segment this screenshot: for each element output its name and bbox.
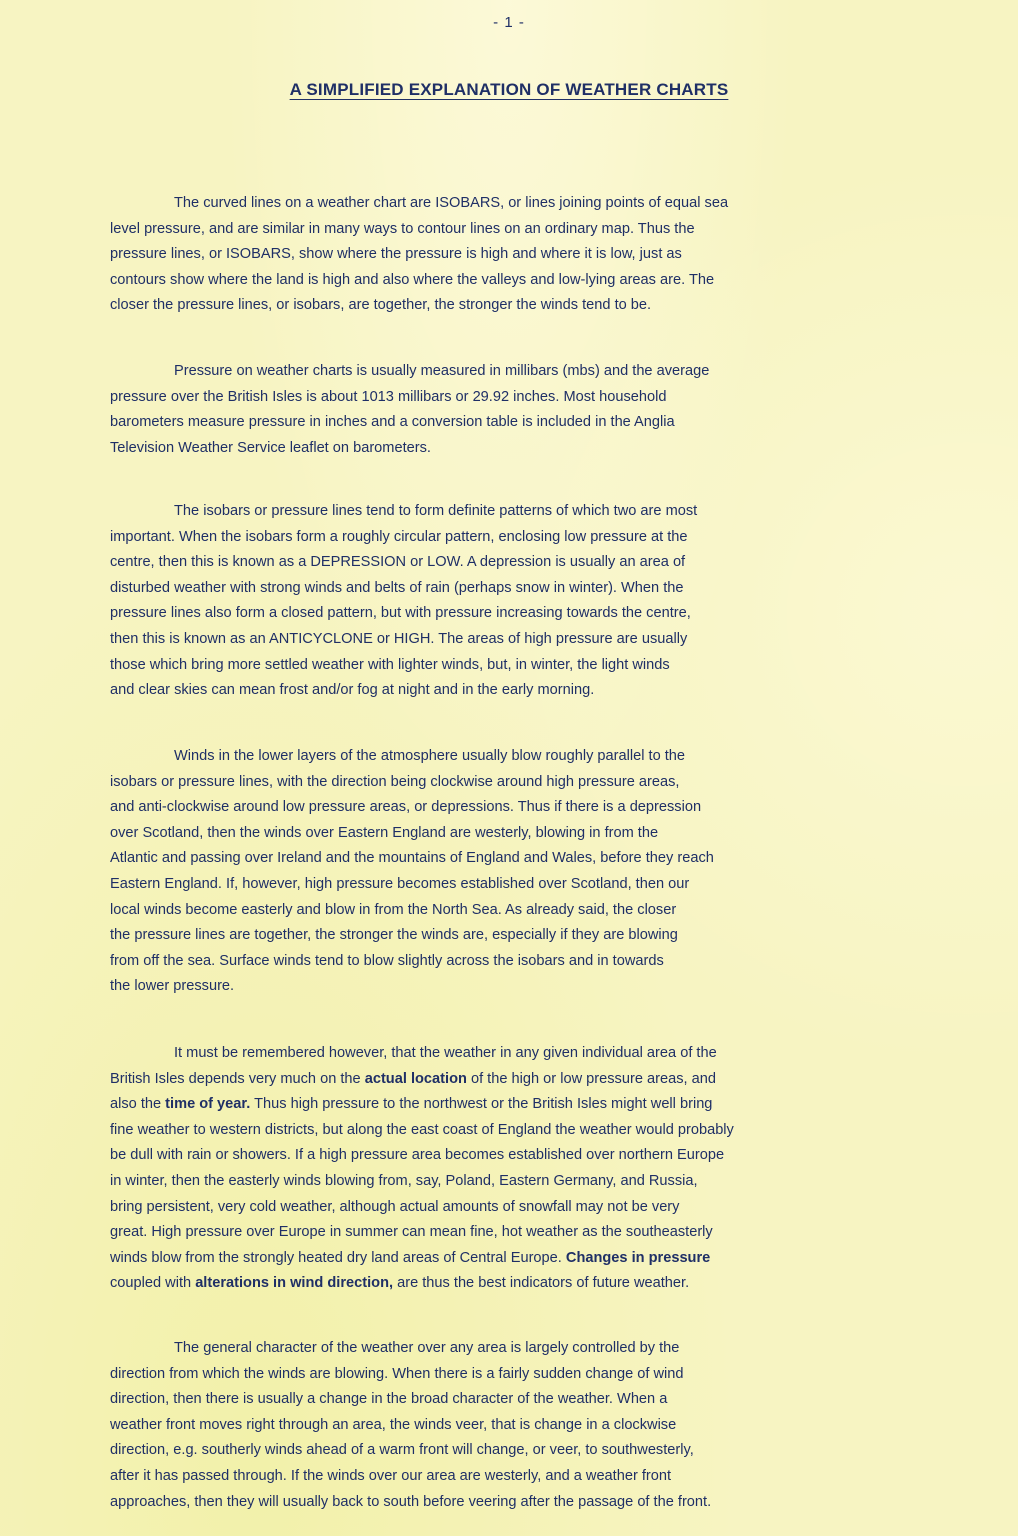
text-line: pressure lines also form a closed pattern, but with pressure increasing towards the centre,: [110, 605, 691, 622]
text-line: The curved lines on a weather chart are ISOBARS, or lines joining points of equal sea: [174, 195, 729, 211]
text-line: also the time of year. Thus high pressure to the northwest or the British Isles might well bring: [110, 1096, 713, 1113]
paragraph-isobars: [110, 191, 885, 319]
text-line: barometers measure pressure in inches and a conversion table is included in the Anglia: [110, 414, 675, 431]
paragraph-pressure-patterns: [110, 499, 885, 704]
paragraph-weather-character: [110, 1336, 885, 1515]
text-line: direction, then there is usually a change in the broad character of the weather. When a: [110, 1391, 668, 1408]
text-line: It must be remembered however, that the weather in any given individual area of the: [174, 1045, 717, 1061]
text-line: after it has passed through. If the winds over our area are westerly, and a weather front: [110, 1467, 672, 1484]
page-number: - 1 -: [493, 14, 525, 31]
text-line: winds blow from the strongly heated dry land areas of Central Europe. Changes in pressure: [110, 1249, 711, 1266]
text-line: The isobars or pressure lines tend to form definite patterns of which two are most: [174, 503, 698, 519]
text-line: coupled with alterations in wind direction, are thus the best indicators of future weather.: [110, 1275, 690, 1292]
text-line: bring persistent, very cold weather, although actual amounts of snowfall may not be very: [110, 1198, 680, 1215]
text-line: Eastern England. If, however, high pressure becomes established over Scotland, then our: [110, 875, 690, 892]
text-line: centre, then this is known as a DEPRESSION or LOW. A depression is usually an area of: [110, 554, 686, 571]
text-line: those which bring more settled weather with lighter winds, but, in winter, the light winds: [110, 656, 670, 673]
text-line: and anti-clockwise around low pressure areas, or depressions. Thus if there is a depression: [110, 799, 702, 816]
text-line: then this is known as an ANTICYCLONE or HIGH. The areas of high pressure are usually: [110, 630, 688, 647]
text-line: direction from which the winds are blowing. When there is a fairly sudden change of wind: [110, 1365, 684, 1382]
text-line: local winds become easterly and blow in from the North Sea. As already said, the closer: [110, 901, 677, 918]
text-line: direction, e.g. southerly winds ahead of a warm front will change, or veer, to southwesterly,: [110, 1442, 694, 1459]
text-line: in winter, then the easterly winds blowing from, say, Poland, Eastern Germany, and Russia,: [110, 1172, 698, 1189]
text-line: level pressure, and are similar in many ways to contour lines on an ordinary map. Thus the: [110, 220, 695, 237]
text-line: Television Weather Service leaflet on barometers.: [110, 439, 431, 456]
text-line: The general character of the weather over any area is largely controlled by the: [174, 1340, 680, 1356]
paragraph-location-and-season: [110, 1041, 885, 1297]
text-line: disturbed weather with strong winds and belts of rain (perhaps snow in winter). When the: [110, 579, 684, 596]
text-line: great. High pressure over Europe in summer can mean fine, hot weather as the southeasterly: [110, 1224, 713, 1241]
text-line: fine weather to western districts, but along the east coast of England the weather would probably: [110, 1121, 734, 1138]
text-line: closer the pressure lines, or isobars, are together, the stronger the winds tend to be.: [110, 297, 652, 314]
text-line: contours show where the land is high and also where the valleys and low-lying areas are. The: [110, 271, 715, 288]
text-line: from off the sea. Surface winds tend to blow slightly across the isobars and in towards: [110, 952, 664, 969]
text-line: approaches, then they will usually back to south before veering after the passage of the front.: [110, 1493, 712, 1510]
text-line: the pressure lines are together, the stronger the winds are, especially if they are blowing: [110, 927, 678, 944]
text-line: weather front moves right through an area, the winds veer, that is change in a clockwise: [110, 1416, 677, 1433]
text-line: British Isles depends very much on the actual location of the high or low pressure areas, and: [110, 1070, 716, 1087]
text-line: isobars or pressure lines, with the direction being clockwise around high pressure areas,: [110, 773, 680, 790]
text-line: and clear skies can mean frost and/or fog at night and in the early morning.: [110, 682, 595, 699]
text-line: important. When the isobars form a roughly circular pattern, enclosing low pressure at the: [110, 528, 688, 545]
text-line: Pressure on weather charts is usually measured in millibars (mbs) and the average: [174, 363, 710, 379]
text-line: be dull with rain or showers. If a high pressure area becomes established over northern Europe: [110, 1147, 725, 1164]
paragraph-pressure-units: [110, 359, 885, 461]
text-line: Atlantic and passing over Ireland and the mountains of England and Wales, before they reach: [110, 850, 714, 867]
text-line: over Scotland, then the winds over Eastern England are westerly, blowing in from the: [110, 824, 659, 841]
text-line: pressure over the British Isles is about 1013 millibars or 29.92 inches. Most household: [110, 388, 667, 405]
document-title: A SIMPLIFIED EXPLANATION OF WEATHER CHARTS: [289, 80, 729, 99]
text-line: Winds in the lower layers of the atmosphere usually blow roughly parallel to the: [174, 748, 686, 764]
text-line: the lower pressure.: [110, 978, 235, 995]
paragraph-wind-direction: [110, 744, 885, 1000]
text-line: pressure lines, or ISOBARS, show where the pressure is high and where it is low, just as: [110, 246, 682, 263]
